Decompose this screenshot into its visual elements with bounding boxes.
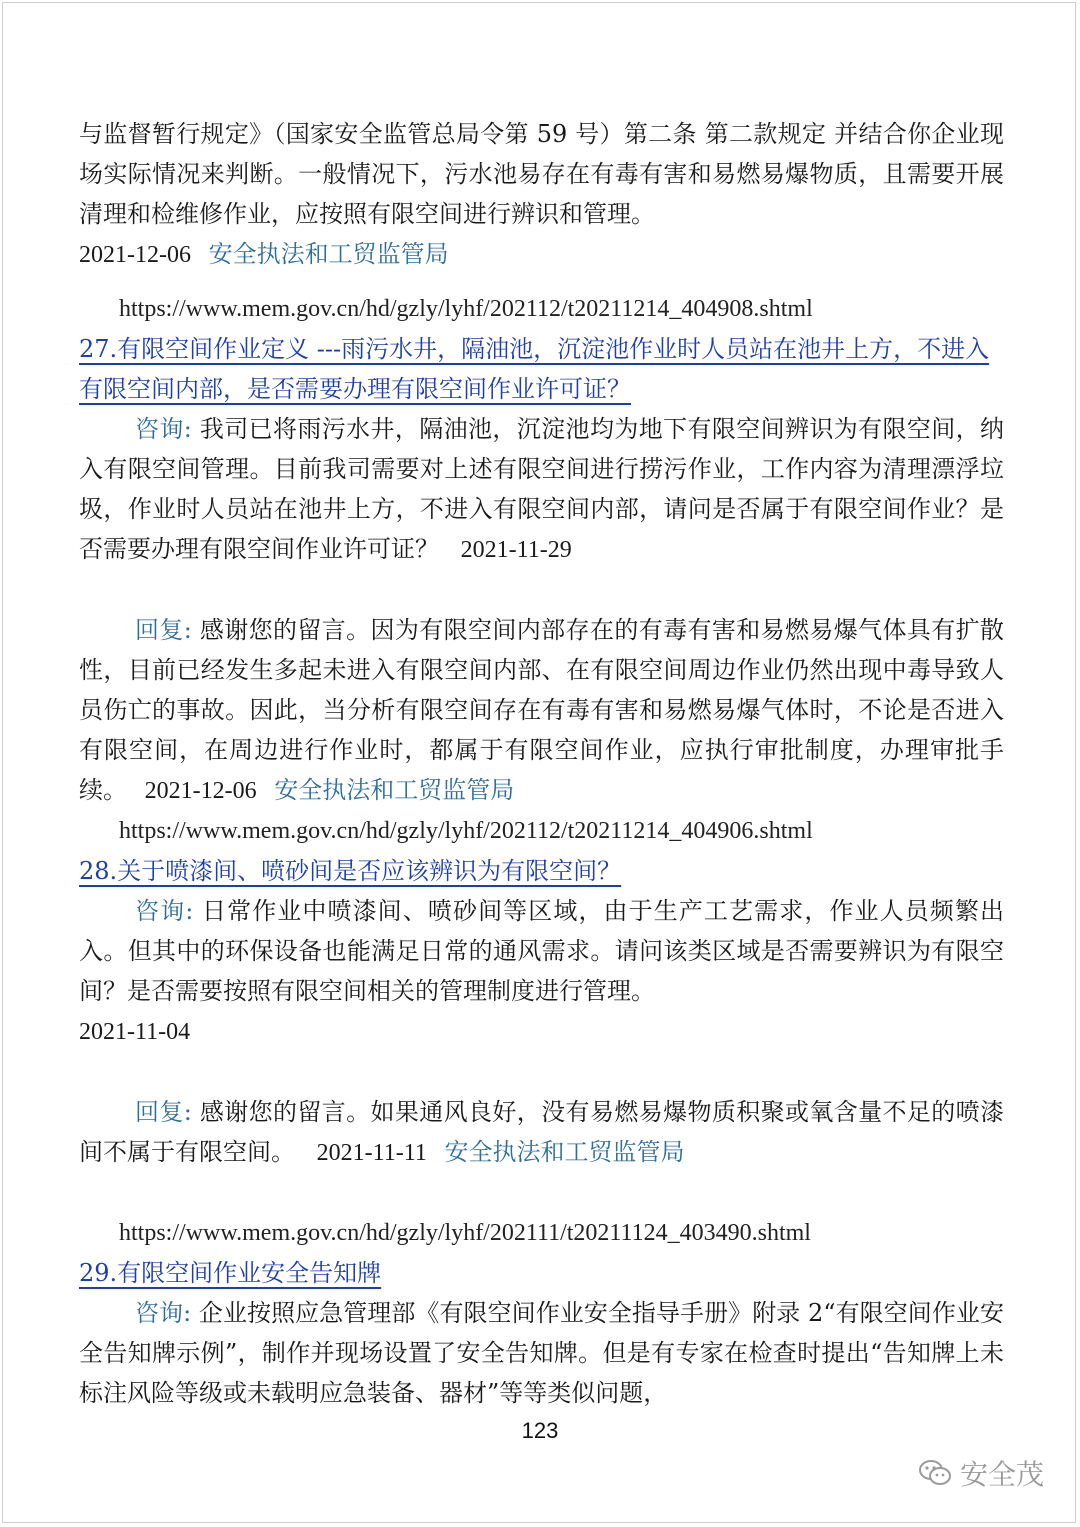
wechat-icon <box>918 1458 952 1488</box>
question-date-line <box>79 1011 1004 1052</box>
question-label: 咨询: <box>135 1299 192 1327</box>
reply-label: 回复: <box>135 616 192 644</box>
question-date: 2021-11-29 <box>460 537 572 563</box>
item-heading-29[interactable]: 29.有限空间作业安全告知牌 <box>79 1259 382 1287</box>
question-date: 2021-11-04 <box>79 1019 191 1045</box>
reply-date: 2021-12-06 <box>144 778 257 804</box>
reply-meta <box>79 234 1004 275</box>
question-text: 日常作业中喷漆间、喷砂间等区域，由于生产工艺需求，作业人员频繁出入。但其中的环保设备也能满足日常的通风需求。请问该类区域是否需要辨识为有限空间？是否需要按照有限空间相关的管理制度进行管理。 <box>79 897 1004 1005</box>
reply-date: 2021-11-11 <box>316 1140 427 1166</box>
watermark <box>918 1453 1044 1493</box>
page-content <box>79 114 1004 1413</box>
reply-source: 安全执法和工贸监管局 <box>208 240 449 268</box>
reply-27 <box>79 610 1004 811</box>
item-heading-28[interactable]: 28.关于喷漆间、喷砂间是否应该辨识为有限空间？ <box>79 857 622 885</box>
question-text: 企业按照应急管理部《有限空间作业安全指导手册》附录 2“有限空间作业安全告知牌示例”，制作并现场设置了安全告知牌。但是有专家在检查时提出“告知牌上未标注风险等级或未载明应急装备、器材”等等类似问题， <box>79 1299 1004 1407</box>
question-27 <box>79 409 1004 570</box>
question-label: 咨询: <box>135 415 192 443</box>
reply-28 <box>79 1092 1004 1173</box>
reply-label: 回复: <box>135 1098 192 1126</box>
question-28 <box>79 891 1004 1011</box>
source-url[interactable]: https://www.mem.gov.cn/hd/gzly/lyhf/202112/t20211214_404906.shtml <box>119 818 813 844</box>
page-number: 123 <box>521 1418 559 1443</box>
source-url[interactable]: https://www.mem.gov.cn/hd/gzly/lyhf/202111/t20211124_403490.shtml <box>119 1220 811 1246</box>
watermark-text: 安全茂 <box>959 1458 1044 1491</box>
question-29 <box>79 1293 1004 1413</box>
source-url[interactable]: https://www.mem.gov.cn/hd/gzly/lyhf/202112/t20211214_404908.shtml <box>119 296 813 322</box>
question-text: 我司已将雨污水井，隔油池，沉淀池均为地下有限空间辨识为有限空间，纳入有限空间管理。目前我司需要对上述有限空间进行捞污作业，工作内容为清理漂浮垃圾，作业时人员站在池井上方，不进入有限空间内部，请问是否属于有限空间作业？是否需要办理有限空间作业许可证？ <box>79 415 1005 563</box>
reply-text: 感谢您的留言。如果通风良好，没有易燃易爆物质积聚或氧含量不足的喷漆间不属于有限空间。 <box>79 1098 1005 1166</box>
paragraph-continuation: 与监督暂行规定》（国家安全监管总局令第 59 号）第二条 第二款规定 并结合你企业现场实际情况来判断。一般情况下，污水池易存在有毒有害和易燃易爆物质，且需要开展清理和检维修作业，应按照有限空间进行辨识和管理。 <box>79 120 1004 228</box>
reply-date: 2021-12-06 <box>79 242 191 268</box>
item-heading-27[interactable]: 27.有限空间作业定义 ---雨污水井，隔油池，沉淀池作业时人员站在池井上方，不进入有限空间内部，是否需要办理有限空间作业许可证？ <box>79 335 990 403</box>
reply-source: 安全执法和工贸监管局 <box>274 776 515 804</box>
reply-text: 感谢您的留言。因为有限空间内部存在的有毒有害和易燃易爆气体具有扩散性，目前已经发生多起未进入有限空间内部、在有限空间周边作业仍然出现中毒导致人员伤亡的事故。因此，当分析有限空间存在有毒有害和易燃易爆气体时，不论是否进入有限空间，在周边进行作业时，都属于有限空间作业，应执行审批制度，办理审批手续。 <box>79 616 1005 804</box>
question-label: 咨询: <box>135 897 194 925</box>
reply-source: 安全执法和工贸监管局 <box>444 1138 685 1166</box>
